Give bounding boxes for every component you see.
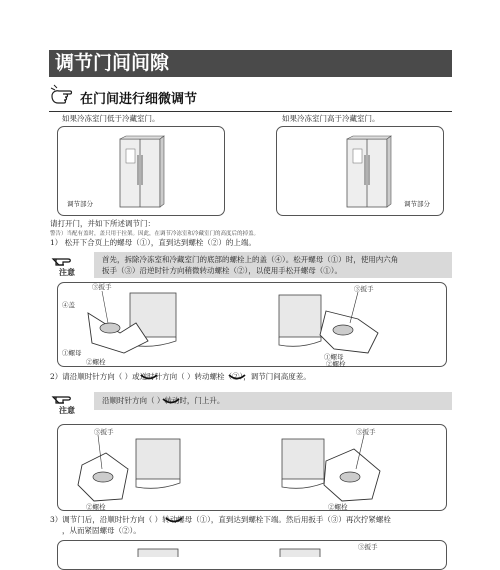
step-1-text: 1） 松开下合页上的螺母（①），直到达到螺栓（②）的上端。	[50, 238, 256, 247]
wrench-label: ③扳手	[94, 428, 114, 436]
wrench-label: ③扳手	[358, 543, 378, 551]
hinge-illustration	[58, 541, 446, 557]
step-3-continuation: ，从而紧固螺母（②）。	[62, 526, 141, 535]
warning-text: 警告）当配有盖时，盖只用于拉架。因此，在调节冷冻室和冷藏室门的高度后的掉盖。	[50, 231, 260, 237]
note-box	[94, 252, 452, 278]
note-line-1: 首先，拆除冷冻室和冷藏室门的底部的螺栓上的盖（④）。松开螺母（①）时，使用内六角	[102, 255, 399, 264]
cover-label: ④盖	[62, 301, 75, 309]
step-3-text: 3）调节门后，沿顺时针方向（ ）转动螺母（①），直到达到螺栓下端。然后用扳手（③）再次拧紧螺栓	[50, 515, 391, 524]
nut-label: ①螺母	[324, 353, 344, 361]
wrench-label: ③扳手	[356, 428, 376, 436]
diagram-frame	[57, 424, 447, 511]
wrench-label: ③扳手	[92, 283, 112, 291]
section-title: 在门间进行细微调节	[80, 92, 198, 107]
clockwise-arrow-icon	[165, 516, 183, 524]
pointing-hand-icon	[50, 84, 76, 106]
step-2-text: 2）请沿顺时针方向（ ）或逆时针方向（ ）转动螺栓（②），调节门间高度差。	[50, 372, 311, 381]
bolt-label: ②螺栓	[328, 503, 348, 511]
left-fridge-frame	[57, 126, 225, 216]
clockwise-arrow-icon	[162, 397, 180, 405]
fridge-illustration	[118, 135, 166, 210]
note-text: 沿顺时针方向（ ）转动时，门上升。	[102, 396, 225, 405]
left-adjust-label: 调节部分	[67, 200, 93, 208]
hinge-illustration	[58, 425, 446, 510]
note-box	[94, 392, 452, 410]
diagram-frame	[57, 540, 447, 570]
section-divider	[49, 111, 452, 112]
note-label: 注意	[59, 268, 75, 277]
right-fridge-frame	[276, 126, 444, 216]
bolt-label: ②螺栓	[326, 360, 346, 368]
intro-text: 请打开门，并如下所述调节门：	[50, 219, 155, 228]
nut-label: ①螺母	[62, 349, 82, 357]
note-line-2: 扳手（③）沿逆时针方向稍微转动螺栓（②），以使用手松开螺母（①）。	[102, 266, 342, 275]
left-caption: 如果冷冻室门低于冷藏室门。	[62, 114, 160, 123]
counterclockwise-arrow-icon	[228, 373, 246, 381]
clockwise-arrow-icon	[140, 373, 158, 381]
right-adjust-label: 调节部分	[404, 200, 430, 208]
fridge-illustration	[345, 135, 393, 210]
hinge-illustration	[58, 283, 446, 366]
bolt-label: ②螺栓	[86, 358, 106, 366]
wrench-label: ③扳手	[354, 285, 374, 293]
note-label: 注意	[59, 406, 75, 415]
diagram-frame	[57, 282, 447, 367]
page-title: 调节门间间隙	[49, 50, 452, 77]
right-caption: 如果冷冻室门高于冷藏室门。	[282, 114, 380, 123]
bolt-label: ②螺栓	[86, 503, 106, 511]
